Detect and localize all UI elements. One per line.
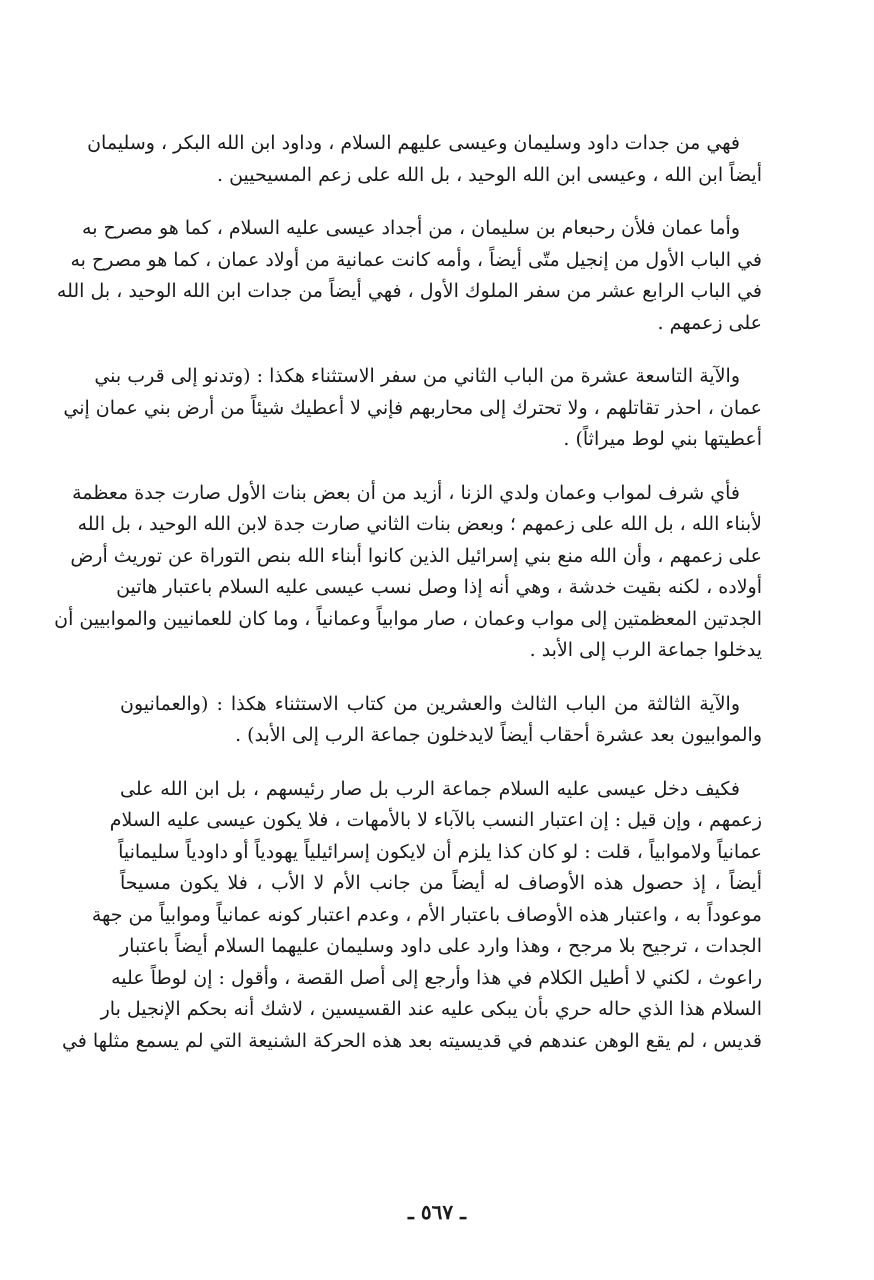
text-line: عمانياً ولاموابياً ، قلت : لو كان كذا يلزم أن لايكون إسرائيلياً يهودياً أو داودياً سليمانياً: [118, 840, 762, 863]
text-line: لأبناء الله ، بل الله على زعمهم ؛ وبعض بنات الثاني صارت جدة لابن الله الوحيد ، بل الله: [77, 513, 762, 535]
text-line: والآية الثالثة من الباب الثالث والعشرين من كتاب الاستثناء هكذا : (والعمانيون: [120, 692, 740, 715]
paragraph: [54, 478, 762, 667]
text-line: السلام هذا الذي حاله حري بأن يبكى عليه عند القسيسين ، لاشك أنه بحكم الإنجيل بار: [100, 998, 762, 1020]
page-number: ـ ٥٦٧ ـ: [408, 1200, 466, 1224]
text-line: يدخلوا جماعة الرب إلى الأبد .: [529, 639, 762, 661]
text-line: زعمهم ، وإن قيل : إن اعتبار النسب بالآباء لا بالأمهات ، فلا يكون عيسى عليه السلام: [109, 809, 762, 831]
text-line: فأي شرف لمواب وعمان ولدي الزنا ، أزيد من أن بعض بنات الأول صارت جدة معظمة: [72, 481, 740, 504]
text-line: على زعمهم .: [657, 311, 762, 334]
text-line: في الباب الرابع عشر من سفر الملوك الأول ، فهي أيضاً من جدات ابن الله الوحيد ، بل الله: [56, 280, 762, 302]
text-line: أعطيتها بني لوط ميراثاً) .: [563, 428, 762, 450]
text-line: في الباب الأول من إنجيل متّى أيضاً ، وأمه كانت عمانية من أولاد عمان ، كما هو مصرح به: [70, 248, 762, 271]
paragraph: [61, 774, 762, 1058]
paragraph: [87, 128, 762, 191]
paragraph: [120, 689, 762, 752]
text-line: وأما عمان فلأن رحبعام بن سليمان ، من أجداد عيسى عليه السلام ، كما هو مصرح به: [82, 217, 740, 239]
text-line: الجدتين المعظمتين إلى مواب وعمان ، صار موابياً وعمانياً ، وما كان للعمانيين والموابيين أن: [54, 607, 762, 630]
text-line: أيضاً ، إذ حصول هذه الأوصاف له أيضاً من جانب الأم لا الأب ، فلا يكون مسيحاً: [120, 872, 762, 894]
text-line: أيضاً ابن الله ، وعيسى ابن الله الوحيد ، بل الله على زعم المسيحيين .: [217, 163, 762, 186]
text-line: فهي من جدات داود وسليمان وعيسى عليهم السلام ، وداود ابن الله البكر ، وسليمان: [87, 132, 740, 154]
text-line: عمان ، احذر تقاتلهم ، ولا تحترك إلى محاربهم فإني لا أعطيك شيئاً من أرض بني عمان إني: [63, 396, 762, 419]
text-line: موعوداً به ، واعتبار هذه الأوصاف باعتبار الأم ، وعدم اعتبار كونه عمانياً وموابياً من جهة: [91, 903, 762, 926]
paragraph: [56, 213, 762, 339]
text-line: والموابيون بعد عشرة أحقاب أيضاً لايدخلون جماعة الرب إلى الأبد) .: [235, 724, 762, 746]
text-line: والآية التاسعة عشرة من الباب الثاني من سفر الاستثناء هكذا : (وتدنو إلى قرب بني: [94, 365, 740, 387]
paragraph: [63, 361, 762, 456]
text-line: على زعمهم ، وأن الله منع بني إسرائيل الذين كانوا أبناء الله بنص التوراة عن توريث أرض: [70, 544, 762, 567]
text-line: فكيف دخل عيسى عليه السلام جماعة الرب بل صار رئيسهم ، بل ابن الله على: [120, 777, 740, 800]
text-line: راعوث ، لكني لا أطيل الكلام في هذا وأرجع إلى أصل القصة ، وأقول : إن لوطاً عليه: [111, 966, 762, 989]
text-line: قديس ، لم يقع الوهن عندهم في قديسيته بعد هذه الحركة الشنيعة التي لم يسمع مثلها في: [61, 1029, 762, 1052]
text-line: أولاده ، لكنه بقيت خدشة ، وهي أنه إذا وصل نسب عيسى عليه السلام باعتبار هاتين: [116, 576, 762, 598]
text-line: الجدات ، ترجيح بلا مرجح ، وهذا وارد على داود وسليمان عليهما السلام أيضاً باعتبار: [120, 935, 762, 957]
page-body: [54, 128, 762, 1079]
